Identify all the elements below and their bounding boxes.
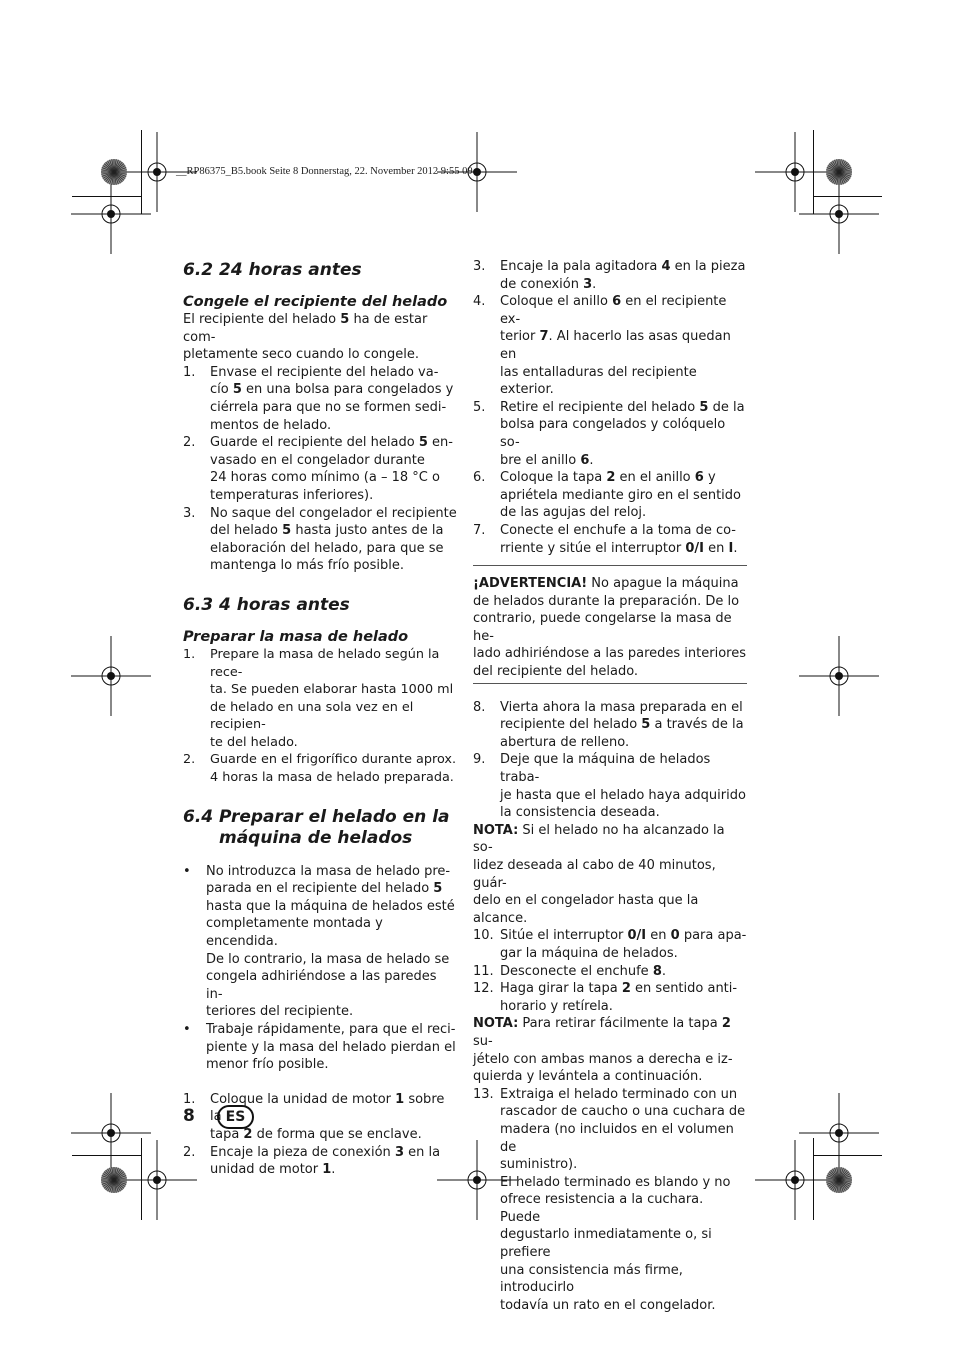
list-line: mantenga lo más frío posible. bbox=[210, 558, 404, 574]
list-line: abertura de relleno. bbox=[500, 734, 630, 750]
list-number: 1. bbox=[183, 646, 196, 662]
note-1: NOTA: Si el helado no ha alcanzado la so- lidez deseada al cabo de 40 minutos, guár- delo en el congelador hasta que la alcance. bbox=[473, 822, 725, 926]
section-6-2-subtitle: Congele el recipiente del helado bbox=[183, 294, 448, 310]
section-6-2-intro: El recipiente del helado 5 ha de estar com- pletamente seco cuando lo congele. bbox=[183, 312, 428, 363]
list-line: rascador de caucho o una cuchara de bbox=[500, 1104, 746, 1120]
list-line: recipiente del helado 5 a través de la bbox=[500, 717, 744, 733]
bullet-item bbox=[183, 1021, 457, 1074]
list-line: vasado en el congelador durante bbox=[210, 452, 425, 468]
list-line: Coloque el anillo 6 en el recipiente ex- bbox=[500, 294, 727, 327]
list-line: Envase el recipiente del helado va- bbox=[210, 364, 439, 380]
list-line: bolsa para congelados y colóquelo so- bbox=[500, 417, 726, 450]
list-item bbox=[473, 963, 747, 981]
list-item bbox=[183, 364, 457, 434]
print-seal bbox=[825, 1166, 853, 1194]
list-number: 1. bbox=[183, 364, 196, 380]
list-line: tapa 2 de forma que se enclave. bbox=[210, 1126, 422, 1142]
list-line: elaboración del helado, para que se bbox=[210, 540, 444, 556]
list-item bbox=[473, 293, 747, 399]
bullet-line: piente y la masa del helado pierdan el bbox=[206, 1039, 456, 1055]
list-number: 4. bbox=[473, 294, 486, 310]
list-number: 11. bbox=[473, 963, 494, 979]
list-line: je hasta que el helado haya adquirido bbox=[500, 787, 746, 803]
list-line: mentos de helado. bbox=[210, 417, 332, 433]
list-line: del helado 5 hasta justo antes de la bbox=[210, 523, 444, 539]
language-badge: ES bbox=[217, 1105, 254, 1129]
bullet-line: parada en el recipiente del helado 5 bbox=[206, 881, 443, 897]
crop-line bbox=[72, 1155, 141, 1156]
list-line: gar la máquina de helados. bbox=[500, 945, 678, 961]
left-column bbox=[183, 258, 457, 1179]
crop-line bbox=[813, 1138, 814, 1220]
list-line: rriente y sitúe el interruptor 0/I en I. bbox=[500, 540, 738, 556]
list-line: Conecte el enchufe a la toma de co- bbox=[500, 522, 736, 538]
note-1-label: NOTA: bbox=[473, 822, 519, 838]
list-line: Guarde en el frigorífico durante aprox. bbox=[210, 752, 457, 768]
note-2-label: NOTA: bbox=[473, 1016, 519, 1032]
list-line: Sitúe el interruptor 0/I en 0 para apa- bbox=[500, 928, 747, 944]
bullet-icon: • bbox=[183, 1022, 191, 1037]
list-item bbox=[183, 646, 457, 752]
list-line: Deje que la máquina de helados traba- bbox=[500, 752, 711, 786]
registration-mark bbox=[437, 1140, 517, 1220]
steps-10-12 bbox=[473, 927, 747, 1015]
section-6-2-list bbox=[183, 364, 457, 575]
list-line: temperaturas inferiores). bbox=[210, 487, 374, 503]
list-number: 8. bbox=[473, 699, 486, 715]
list-item bbox=[473, 699, 747, 752]
bullet-line: completamente montada y encendida. bbox=[206, 916, 383, 950]
list-line: 24 horas como mínimo (a – 18 °C o bbox=[210, 470, 440, 486]
list-number: 2. bbox=[183, 1144, 196, 1160]
list-line: Vierta ahora la masa preparada en el bbox=[500, 699, 743, 715]
bullet-line: menor frío posible. bbox=[206, 1057, 329, 1073]
bullet-line: No introduzca la masa de helado pre- bbox=[206, 863, 451, 879]
registration-mark bbox=[437, 132, 517, 212]
list-line: de las agujas del reloj. bbox=[500, 505, 647, 521]
list-line: bre el anillo 6. bbox=[500, 452, 594, 468]
list-item bbox=[473, 927, 747, 962]
registration-mark bbox=[799, 636, 879, 716]
list-number: 6. bbox=[473, 470, 486, 486]
bullet-icon: • bbox=[183, 863, 191, 879]
list-line: de helado en una sola vez en el recipien- bbox=[210, 699, 414, 733]
list-line: Encaje la pala agitadora 4 en la pieza bbox=[500, 259, 746, 274]
section-6-4-list bbox=[183, 1091, 457, 1179]
section-6-4-bullets bbox=[183, 863, 457, 1074]
crop-line bbox=[141, 130, 142, 214]
list-line: Extraiga el helado terminado con un bbox=[500, 1086, 738, 1102]
section-6-3-title: 6.3 4 horas antes bbox=[183, 594, 350, 615]
bullet-line: teriores del recipiente. bbox=[206, 1004, 354, 1020]
crop-line bbox=[813, 130, 814, 214]
list-number: 10. bbox=[473, 928, 494, 944]
registration-mark bbox=[117, 1140, 197, 1220]
print-seal bbox=[825, 158, 853, 186]
list-item bbox=[473, 751, 747, 821]
list-line: apriétela mediante giro en el sentido bbox=[500, 487, 741, 503]
section-6-4-title: 6.4 Preparar el helado en la máquina de helados bbox=[183, 806, 450, 848]
divider-top bbox=[473, 565, 747, 566]
list-line: Prepare la masa de helado según la rece- bbox=[210, 646, 440, 680]
list-item bbox=[183, 434, 457, 504]
list-item bbox=[473, 522, 747, 557]
bullet-line: De lo contrario, la masa de helado se bbox=[206, 951, 450, 967]
list-line: Haga girar la tapa 2 en sentido anti- bbox=[500, 981, 738, 997]
bullet-item bbox=[183, 863, 457, 1021]
list-number: 7. bbox=[473, 522, 486, 538]
crop-line bbox=[141, 1138, 142, 1220]
step-13-extra: El helado terminado es blando y no ofrece resistencia a la cuchara. Puede degustarlo inmediatamente o, si prefiere una consistencia más firme, introducirlo todavía un rato en el congelador. bbox=[500, 1174, 731, 1313]
list-number: 5. bbox=[473, 399, 486, 415]
list-item bbox=[473, 399, 747, 469]
list-line: 4 horas la masa de helado preparada. bbox=[210, 770, 454, 786]
list-line: terior 7. Al hacerlo las asas quedan en bbox=[500, 329, 731, 362]
list-number: 1. bbox=[183, 1091, 196, 1107]
list-line: madera (no incluidos en el volumen de bbox=[500, 1121, 734, 1155]
registration-mark bbox=[755, 1140, 835, 1220]
steps-8-9 bbox=[473, 699, 747, 822]
registration-mark bbox=[799, 174, 879, 254]
list-number: 2. bbox=[183, 752, 196, 768]
list-line: cío 5 en una bolsa para congelados y bbox=[210, 382, 454, 398]
crop-line bbox=[813, 196, 882, 197]
list-line: Coloque la tapa 2 en el anillo 6 y bbox=[500, 470, 716, 486]
list-line: Desconecte el enchufe 8. bbox=[500, 963, 666, 979]
section-6-2-title: 6.2 24 horas antes bbox=[183, 260, 362, 280]
list-item bbox=[183, 751, 457, 786]
list-line: horario y retírela. bbox=[500, 998, 613, 1014]
list-line: ciérrela para que no se formen sedi- bbox=[210, 399, 447, 415]
list-number: 2. bbox=[183, 435, 196, 451]
list-line: las entalladuras del recipiente exterior. bbox=[500, 364, 697, 398]
print-seal bbox=[100, 1166, 128, 1194]
registration-mark bbox=[71, 174, 151, 254]
crop-line bbox=[813, 1155, 882, 1156]
print-seal bbox=[100, 158, 128, 186]
warning-block: ¡ADVERTENCIA! No apague la máquina de helados durante la preparación. De lo contrario, puede congelarse la masa de he- lado adhiriéndose a las paredes interiores del recipiente del helado. bbox=[473, 576, 746, 680]
list-line: te del helado. bbox=[210, 734, 298, 750]
list-line: ta. Se pueden elaborar hasta 1000 ml bbox=[210, 682, 454, 698]
list-item bbox=[473, 980, 747, 1015]
print-header: __RP86375_B5.book Seite 8 Donnerstag, 22. November 2012 9:55 09 bbox=[176, 166, 473, 177]
list-line: de conexión 3. bbox=[500, 276, 597, 292]
warning-label: ¡ADVERTENCIA! bbox=[473, 576, 588, 592]
list-line: Encaje la pieza de conexión 3 en la bbox=[210, 1144, 441, 1160]
list-number: 12. bbox=[473, 981, 494, 997]
registration-mark bbox=[71, 636, 151, 716]
list-number: 3. bbox=[183, 505, 196, 521]
section-6-3-subtitle: Preparar la masa de helado bbox=[183, 628, 409, 645]
bullet-line: congela adhiriéndose a las paredes in- bbox=[206, 969, 437, 1002]
list-line: unidad de motor 1. bbox=[210, 1162, 336, 1178]
bullet-line: Trabaje rápidamente, para que el reci- bbox=[206, 1022, 456, 1037]
steps-3-7 bbox=[473, 258, 747, 557]
list-line: suministro). bbox=[500, 1157, 578, 1173]
list-line: No saque del congelador el recipiente bbox=[210, 505, 457, 521]
list-number: 3. bbox=[473, 259, 486, 274]
note-2: NOTA: Para retirar fácilmente la tapa 2 su- jételo con ambas manos a derecha e iz- quierda y levántela a continuación. bbox=[473, 1016, 733, 1085]
list-number: 9. bbox=[473, 752, 486, 768]
list-item bbox=[183, 505, 457, 575]
page-number: 8 bbox=[183, 1106, 195, 1126]
list-number: 13. bbox=[473, 1086, 494, 1102]
list-line: Coloque la unidad de motor 1 sobre la bbox=[210, 1091, 445, 1125]
list-line: Guarde el recipiente del helado 5 en- bbox=[210, 435, 453, 451]
bullet-line: hasta que la máquina de helados esté bbox=[206, 898, 455, 914]
list-line: Retire el recipiente del helado 5 de la bbox=[500, 399, 745, 415]
divider-bottom bbox=[473, 683, 747, 684]
list-item bbox=[473, 469, 747, 522]
crop-line bbox=[72, 196, 141, 197]
list-item bbox=[473, 258, 747, 293]
list-line: la consistencia deseada. bbox=[500, 805, 660, 821]
section-6-3-list bbox=[183, 646, 457, 787]
list-item bbox=[183, 1144, 457, 1179]
